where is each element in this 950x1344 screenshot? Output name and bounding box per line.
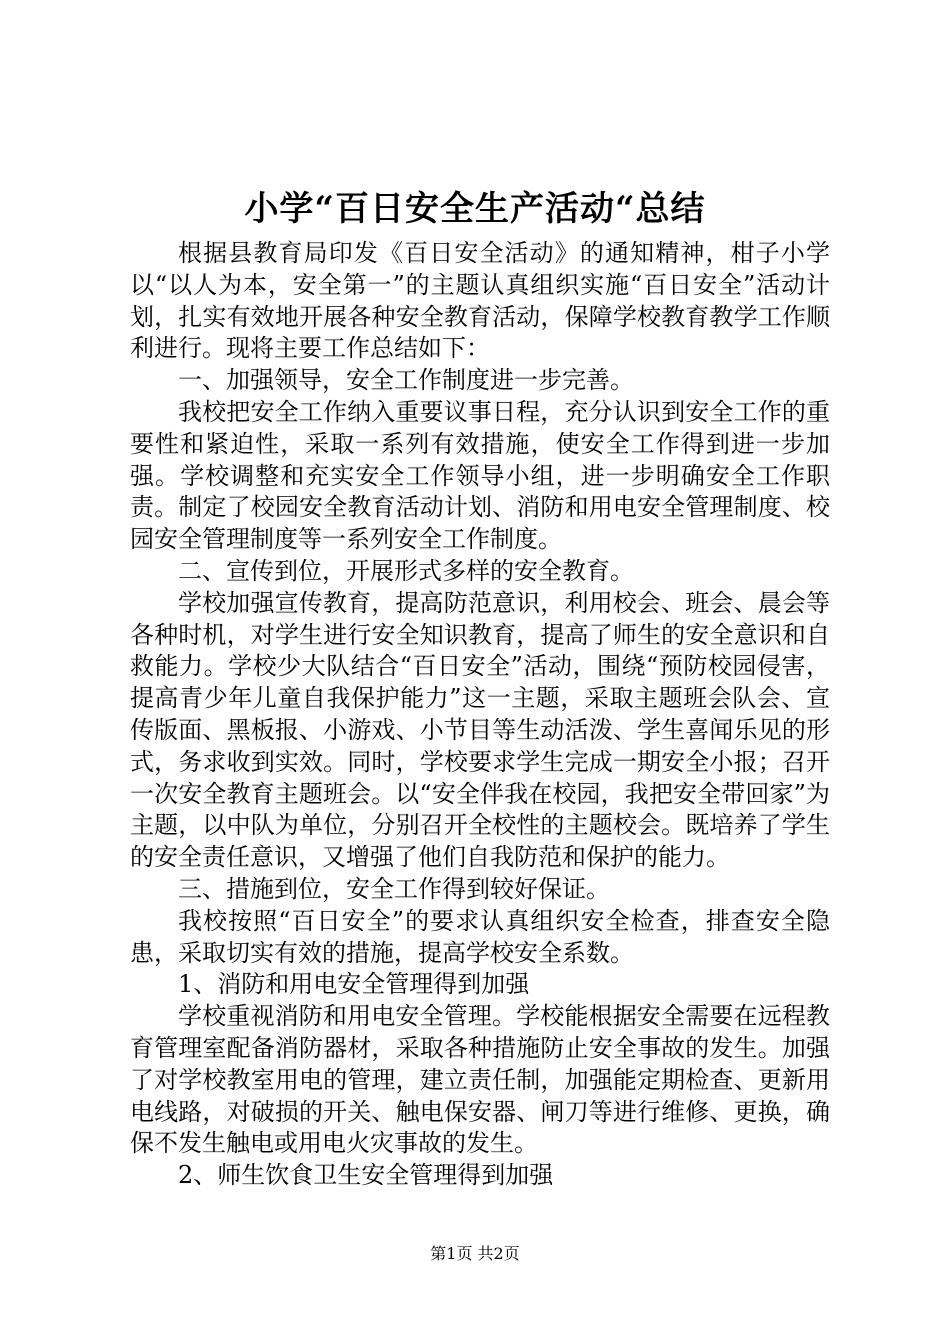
page-footer: 第1页 共2页 [430, 1244, 520, 1263]
section-heading-2: 二、宣传到位，开展形式多样的安全教育。 [178, 556, 634, 585]
section-heading-3: 三、措施到位，安全工作得到较好保证。 [178, 874, 610, 903]
paragraph-subsection-1: 学校重视消防和用电安全管理。学校能根据安全需要在远程教育管理室配备消防器材，采取各种措施防止安全事故的发生。加强了对学校教室用电的管理，建立责任制，加强能定期检查、更新用电线路，对破损的开关、触电保安器、闸刀等进行维修、更换，确保不发生触电或用电火灾事故的发生。 [130, 1002, 830, 1158]
subsection-heading-1: 1、消防和用电安全管理得到加强 [178, 970, 530, 999]
paragraph-section-2: 学校加强宣传教育，提高防范意识，利用校会、班会、晨会等各种时机，对学生进行安全知识教育，提高了师生的安全意识和自救能力。学校少大队结合“百日安全”活动，围绕“预防校园侵害，提高青少年儿童自我保护能力”这一主题，采取主题班会队会、宣传版面、黑板报、小游戏、小节目等生动活泼、学生喜闻乐见的形式，务求收到实效。同时，学校要求学生完成一期安全小报；召开一次安全教育主题班会。以“安全伴我在校园，我把安全带回家”为主题，以中队为单位，分别召开全校性的主题校会。既培养了学生的安全责任意识，又增强了他们自我防范和保护的能力。 [130, 588, 830, 872]
paragraph-section-1: 我校把安全工作纳入重要议事日程，充分认识到安全工作的重要性和紧迫性，采取一系列有效措施，使安全工作得到进一步加强。学校调整和充实安全工作领导小组，进一步明确安全工作职责。制定了校园安全教育活动计划、消防和用电安全管理制度、校园安全管理制度等一系列安全工作制度。 [130, 397, 830, 554]
subsection-heading-2: 2、师生饮食卫生安全管理得到加强 [178, 1161, 554, 1190]
section-heading-1: 一、加强领导，安全工作制度进一步完善。 [178, 366, 634, 395]
paragraph-section-3: 我校按照“百日安全”的要求认真组织安全检查，排查安全隐患，采取切实有效的措施，提高学校安全系数。 [130, 906, 830, 967]
document-body [130, 238, 830, 1192]
paragraph-intro: 根据县教育局印发《百日安全活动》的通知精神，柑子小学以“以人为本，安全第一”的主题认真组织实施“百日安全”活动计划，扎实有效地开展各种安全教育活动，保障学校教育教学工作顺利进行。现将主要工作总结如下： [130, 239, 830, 363]
document-title: 小学“百日安全生产活动“总结 [244, 189, 706, 229]
